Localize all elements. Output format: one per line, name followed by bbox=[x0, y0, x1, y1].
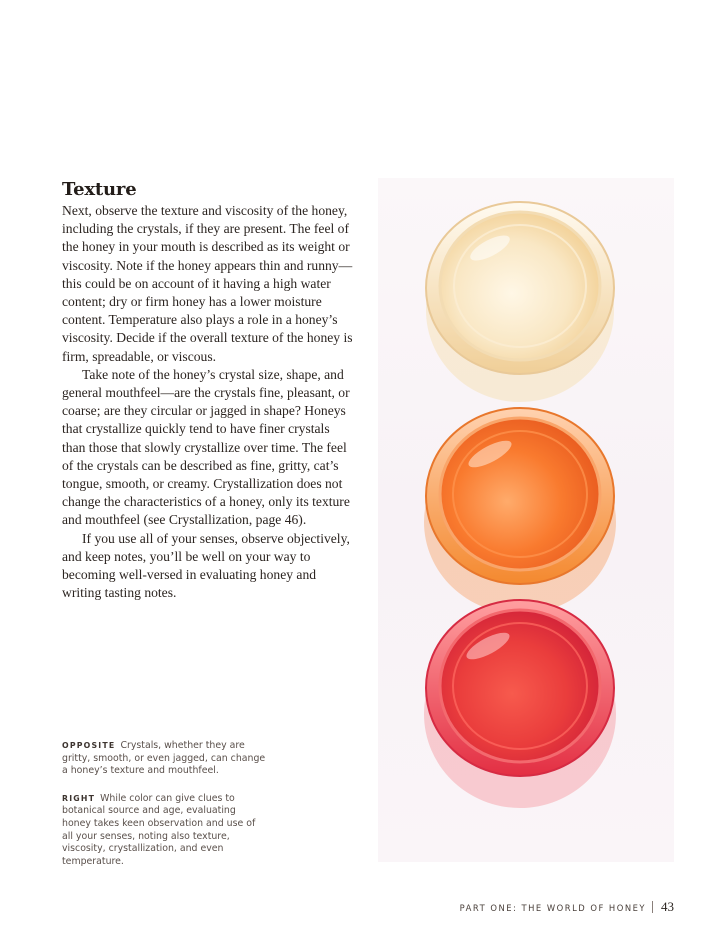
page-number: 43 bbox=[661, 899, 674, 914]
caption-label: OPPOSITE bbox=[62, 741, 116, 750]
body-paragraph: If you use all of your senses, observe objectively, and keep notes, you’ll be well on your way to becoming well-versed in evaluating honey and writing tasting notes. bbox=[62, 530, 350, 601]
photo-captions bbox=[62, 740, 267, 883]
caption-text: Crystals, whether they are gritty, smooth, or even jagged, can change a honey’s texture and mouthfeel. bbox=[62, 740, 266, 777]
caption-opposite bbox=[62, 740, 267, 778]
caption-text: While color can give clues to botanical source and age, evaluating honey takes keen observation and use of all your senses, noting also texture, viscosity, crystallization, and even temperature. bbox=[62, 792, 256, 867]
caption-label: RIGHT bbox=[62, 793, 96, 803]
body-text bbox=[62, 202, 354, 602]
red-honey-jar bbox=[424, 600, 616, 808]
caption-right bbox=[62, 793, 267, 869]
section-heading: Texture bbox=[62, 179, 137, 200]
honey-jars-photo bbox=[378, 178, 674, 862]
body-paragraph: Next, observe the texture and viscosity of the honey, including the crystals, if they are present. The feel of the honey in your mouth is described as its weight or viscosity. Note if the honey appears thin and runny—this could be on account of it having a high water content; dry or firm honey has a lower moisture content. Temperature also plays a role in a honey’s viscosity. Decide if the overall texture of the honey is firm, spreadable, or viscous. bbox=[62, 203, 353, 364]
footer-section-title: PART ONE: THE WORLD OF HONEY bbox=[459, 903, 646, 913]
amber-honey-jar bbox=[424, 408, 616, 614]
body-paragraph: Take note of the honey’s crystal size, shape, and general mouthfeel—are the crystals fine, pleasant, or coarse; are they circular or jagged in shape? Honeys that crystallize quickly tend to have finer crystals than those that slowly crystallize over time. The feel of the crystals can be described as fine, gritty, cat’s tongue, smooth, or creamy. Crystallization does not change the characteristics of a honey, only its texture and mouthfeel (see Crystallization, page 46). bbox=[62, 366, 350, 528]
light-honey-jar bbox=[426, 202, 614, 402]
footer-divider bbox=[652, 901, 653, 913]
page-footer bbox=[460, 899, 674, 915]
